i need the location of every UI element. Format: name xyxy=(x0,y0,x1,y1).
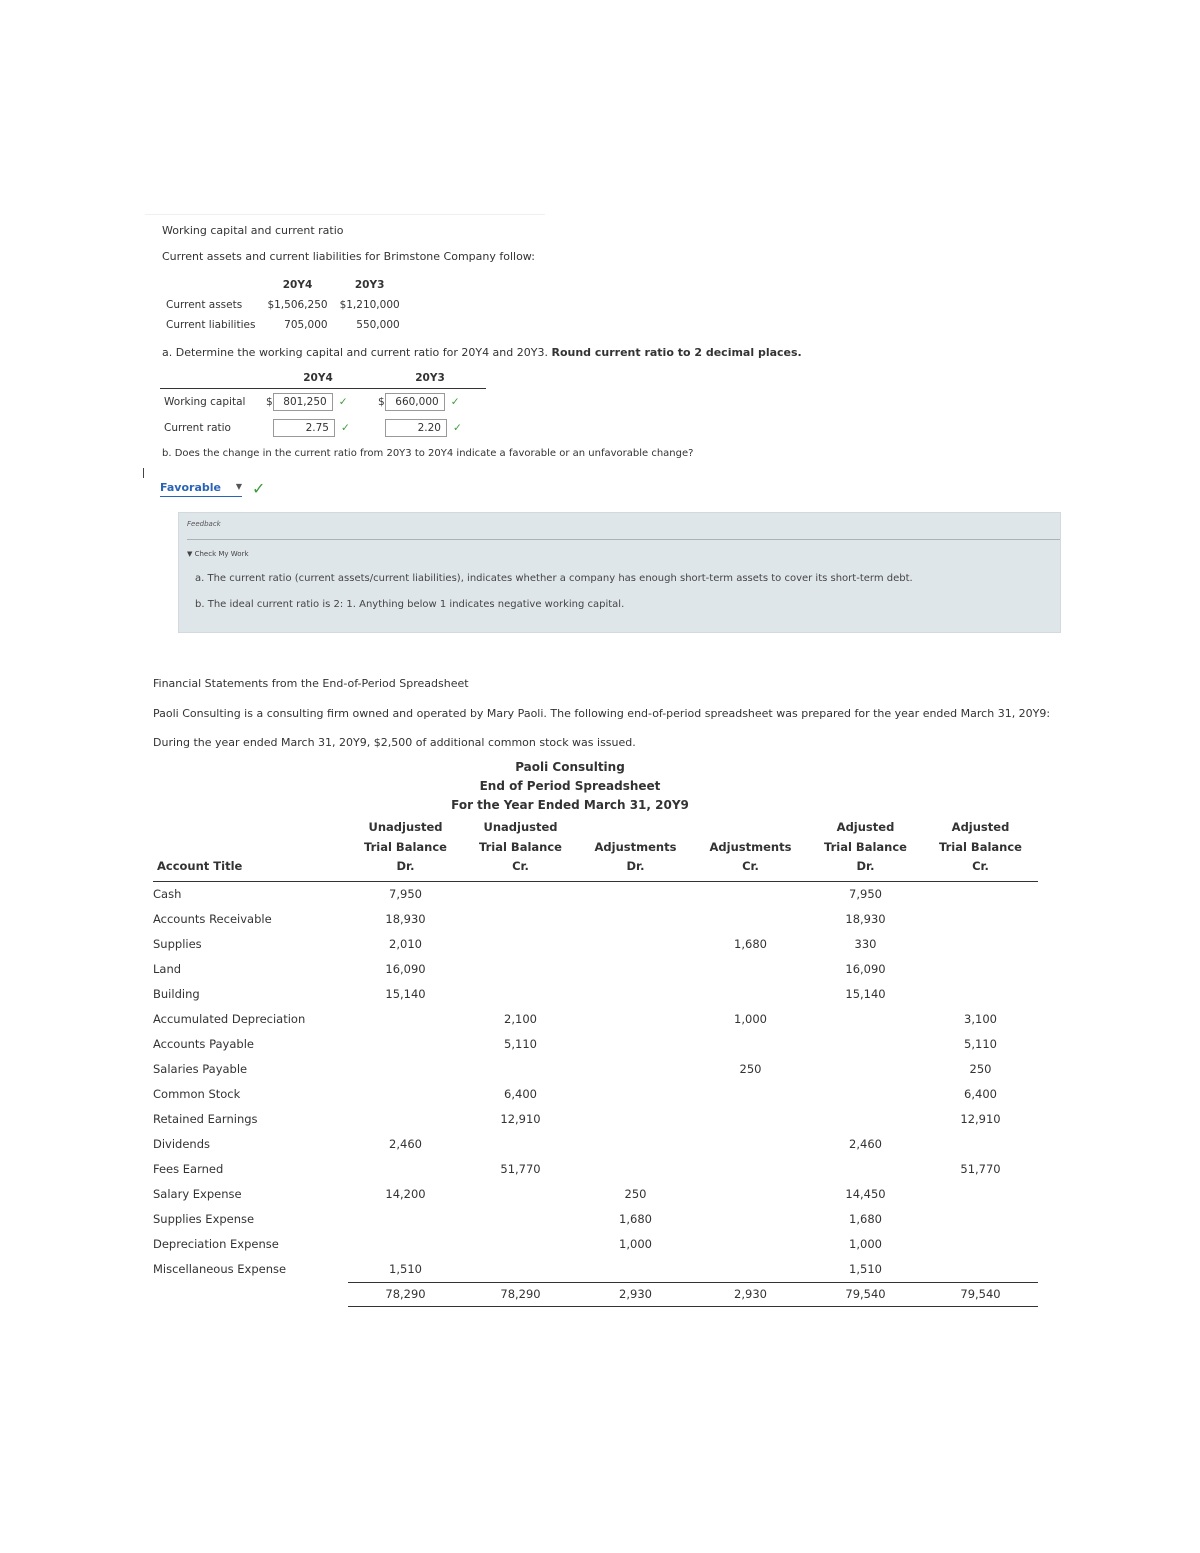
account-title: Land xyxy=(153,962,182,976)
problem1-intro: Current assets and current liabilities for Brimstone Company follow: xyxy=(162,250,535,263)
header-line: Adjustments xyxy=(709,839,792,854)
total-value: 2,930 xyxy=(578,1282,693,1306)
cell-value xyxy=(578,1257,693,1283)
cell-value xyxy=(348,1082,463,1107)
table-row xyxy=(153,1232,1038,1257)
company-name: Paoli Consulting xyxy=(515,760,625,774)
current-assets-table xyxy=(160,275,406,335)
cell-value xyxy=(578,1107,693,1132)
cell-value xyxy=(348,1232,463,1257)
favorable-select[interactable] xyxy=(160,481,242,497)
cell-value xyxy=(693,957,808,982)
header-line: Dr. xyxy=(856,859,875,873)
end-of-period-spreadsheet xyxy=(153,818,1038,1307)
cell-value: 18,930 xyxy=(385,912,426,926)
cell-value xyxy=(348,1157,463,1182)
total-value: 79,540 xyxy=(923,1282,1038,1306)
cell-value: 1,510 xyxy=(389,1262,422,1276)
account-title: Retained Earnings xyxy=(153,1112,258,1126)
header-divider xyxy=(145,214,545,215)
cell-value: 12,910 xyxy=(500,1112,541,1126)
cell-value xyxy=(808,1107,923,1132)
check-my-work-toggle[interactable]: ▼ Check My Work xyxy=(187,550,249,558)
value-20y4: $1,506,250 xyxy=(267,299,328,311)
cell-value xyxy=(578,907,693,932)
cell-value xyxy=(693,1182,808,1207)
part-a-prompt xyxy=(162,346,802,359)
feedback-title: Feedback xyxy=(187,520,221,528)
cell-value xyxy=(348,1107,463,1132)
feedback-line-a: a. The current ratio (current assets/current liabilities), indicates whether a company has enough short-term assets to cover its short-term debt. xyxy=(195,573,913,584)
col-header xyxy=(463,818,578,881)
cell-value: 15,140 xyxy=(845,987,886,1001)
account-title: Dividends xyxy=(153,1137,211,1151)
account-title: Building xyxy=(153,987,200,1001)
cell-value xyxy=(578,1157,693,1182)
cell-value: 1,000 xyxy=(849,1237,882,1251)
cell-value xyxy=(923,1232,1038,1257)
table-row xyxy=(153,1182,1038,1207)
header-line xyxy=(157,818,344,838)
spreadsheet-title: End of Period Spreadsheet xyxy=(479,779,661,793)
part-b-prompt: b. Does the change in the current ratio from 20Y3 to 20Y4 indicate a favorable or an unfavorable change? xyxy=(162,448,694,459)
table-row xyxy=(153,1207,1038,1232)
cell-value: 51,770 xyxy=(500,1162,541,1176)
header-line: Account Title xyxy=(157,859,243,873)
cell-value xyxy=(693,1082,808,1107)
cell-value xyxy=(808,1007,923,1032)
cell-value xyxy=(693,982,808,1007)
header-line: Trial Balance xyxy=(364,839,447,854)
col-header xyxy=(693,818,808,881)
col-20y3: 20Y3 xyxy=(354,279,385,291)
cell-value xyxy=(923,1132,1038,1157)
cell-value: 330 xyxy=(854,937,877,951)
dollar-prefix: $ xyxy=(266,396,273,408)
cell-value xyxy=(693,1257,808,1283)
cell-value xyxy=(348,1007,463,1032)
cell-value: 250 xyxy=(739,1062,762,1076)
header-line: Adjustments xyxy=(594,839,677,854)
feedback-line-b: b. The ideal current ratio is 2: 1. Anything below 1 indicates negative working capital. xyxy=(195,599,625,610)
cell-value xyxy=(578,982,693,1007)
cell-value xyxy=(808,1157,923,1182)
cell-value: 250 xyxy=(624,1187,647,1201)
account-title: Depreciation Expense xyxy=(153,1237,279,1251)
table-row xyxy=(160,315,406,335)
cell-value xyxy=(463,1132,578,1157)
page-margin-marker xyxy=(143,468,144,478)
problem2-title: Financial Statements from the End-of-Period Spreadsheet xyxy=(153,677,469,690)
cell-value xyxy=(348,1057,463,1082)
cell-value: 1,000 xyxy=(619,1237,652,1251)
cell-value xyxy=(923,982,1038,1007)
cell-value: 2,010 xyxy=(389,937,422,951)
cell-value xyxy=(463,1257,578,1283)
cell-value: 1,680 xyxy=(734,937,767,951)
cell-value xyxy=(463,982,578,1007)
cell-value: 6,400 xyxy=(964,1087,997,1101)
cell-value: 7,950 xyxy=(849,887,882,901)
row-label: Current liabilities xyxy=(166,319,256,331)
header-line: Unadjusted xyxy=(483,820,558,834)
feedback-panel xyxy=(178,512,1061,633)
cell-value xyxy=(808,1057,923,1082)
table-row xyxy=(160,295,406,315)
working-capital-table xyxy=(160,368,486,441)
cell-value xyxy=(693,1232,808,1257)
cell-value xyxy=(693,1132,808,1157)
problem1-title: Working capital and current ratio xyxy=(162,224,344,237)
totals-label xyxy=(153,1282,348,1306)
cell-value xyxy=(463,907,578,932)
col-20y4: 20Y4 xyxy=(282,279,313,291)
cell-value xyxy=(693,1032,808,1057)
table-row xyxy=(153,1257,1038,1283)
header-line xyxy=(157,838,344,858)
cell-value: 15,140 xyxy=(385,987,426,1001)
table-row xyxy=(153,982,1038,1007)
cell-value: 14,200 xyxy=(385,1187,426,1201)
value-20y3: 550,000 xyxy=(356,319,400,331)
cell-value: 5,110 xyxy=(504,1037,537,1051)
cell-value xyxy=(808,1032,923,1057)
cell-value: 1,510 xyxy=(849,1262,882,1276)
cell-value: 7,950 xyxy=(389,887,422,901)
account-title: Cash xyxy=(153,887,182,901)
header-line xyxy=(697,818,804,838)
table-row xyxy=(153,1132,1038,1157)
account-title: Salary Expense xyxy=(153,1187,242,1201)
account-title: Supplies Expense xyxy=(153,1212,255,1226)
table-row xyxy=(160,389,486,416)
header-line: Cr. xyxy=(512,859,529,873)
cell-value xyxy=(693,881,808,907)
working-capital-20y4-input[interactable]: 801,250 xyxy=(273,393,333,411)
row-label: Current ratio xyxy=(164,422,231,434)
total-value: 78,290 xyxy=(348,1282,463,1306)
col-header xyxy=(808,818,923,881)
header-line: Cr. xyxy=(742,859,759,873)
cell-value xyxy=(923,1207,1038,1232)
cell-value xyxy=(463,957,578,982)
value-20y4: 705,000 xyxy=(284,319,328,331)
table-row xyxy=(153,1057,1038,1082)
cell-value xyxy=(578,1007,693,1032)
current-ratio-20y4-input[interactable]: 2.75 xyxy=(273,419,335,437)
working-capital-20y3-input[interactable]: 660,000 xyxy=(385,393,445,411)
table-row xyxy=(153,907,1038,932)
cell-value: 16,090 xyxy=(385,962,426,976)
cell-value xyxy=(463,1057,578,1082)
table-row xyxy=(153,957,1038,982)
cell-value xyxy=(463,932,578,957)
cell-value xyxy=(693,1157,808,1182)
header-line: Cr. xyxy=(972,859,989,873)
row-label: Working capital xyxy=(164,396,246,408)
cell-value: 1,000 xyxy=(734,1012,767,1026)
check-icon: ✓ xyxy=(453,422,462,434)
cell-value: 1,680 xyxy=(619,1212,652,1226)
cell-value xyxy=(463,1182,578,1207)
table-row xyxy=(153,881,1038,907)
col-header xyxy=(348,818,463,881)
cell-value xyxy=(578,1132,693,1157)
current-ratio-20y3-input[interactable]: 2.20 xyxy=(385,419,447,437)
cell-value: 3,100 xyxy=(964,1012,997,1026)
value-20y3: $1,210,000 xyxy=(339,299,400,311)
cell-value: 18,930 xyxy=(845,912,886,926)
cell-value: 2,460 xyxy=(389,1137,422,1151)
cell-value xyxy=(578,1032,693,1057)
col-20y4: 20Y4 xyxy=(262,368,374,389)
header-line: Trial Balance xyxy=(824,839,907,854)
cell-value: 250 xyxy=(969,1062,992,1076)
table-row xyxy=(153,932,1038,957)
cell-value xyxy=(923,881,1038,907)
header-line: Trial Balance xyxy=(939,839,1022,854)
col-account-title xyxy=(153,818,348,881)
cell-value xyxy=(463,1207,578,1232)
account-title: Accumulated Depreciation xyxy=(153,1012,306,1026)
cell-value: 16,090 xyxy=(845,962,886,976)
problem2-intro: Paoli Consulting is a consulting firm owned and operated by Mary Paoli. The following end-of-period spreadsheet was prepared for the year ended March 31, 20Y9: xyxy=(153,707,1051,720)
chevron-down-icon: ▼ xyxy=(235,482,242,491)
row-label: Current assets xyxy=(166,299,243,311)
cell-value: 5,110 xyxy=(964,1037,997,1051)
cell-value xyxy=(348,1207,463,1232)
cell-value xyxy=(693,907,808,932)
cell-value xyxy=(923,932,1038,957)
table-row xyxy=(153,1007,1038,1032)
part-a-bold-text: Round current ratio to 2 decimal places. xyxy=(551,346,802,359)
cell-value: 6,400 xyxy=(504,1087,537,1101)
cell-value xyxy=(578,1057,693,1082)
cell-value: 2,460 xyxy=(849,1137,882,1151)
header-line: Trial Balance xyxy=(479,839,562,854)
account-title: Miscellaneous Expense xyxy=(153,1262,287,1277)
part-a-text: a. Determine the working capital and current ratio for 20Y4 and 20Y3. xyxy=(162,346,548,359)
total-value: 78,290 xyxy=(463,1282,578,1306)
header-line: Adjusted xyxy=(836,820,895,834)
cell-value xyxy=(578,957,693,982)
account-title: Accounts Receivable xyxy=(153,912,272,926)
cell-value: 1,680 xyxy=(849,1212,882,1226)
header-line: Adjusted xyxy=(951,820,1010,834)
select-value: Favorable xyxy=(160,481,221,494)
spreadsheet-period: For the Year Ended March 31, 20Y9 xyxy=(451,798,689,812)
total-value: 2,930 xyxy=(693,1282,808,1306)
col-20y3: 20Y3 xyxy=(374,368,486,389)
cell-value xyxy=(463,1232,578,1257)
cell-value xyxy=(923,1182,1038,1207)
problem2-note: During the year ended March 31, 20Y9, $2,500 of additional common stock was issued. xyxy=(153,736,636,749)
cell-value xyxy=(693,1107,808,1132)
check-icon: ✓ xyxy=(341,422,350,434)
header-line: Dr. xyxy=(396,859,415,873)
cell-value: 14,450 xyxy=(845,1187,886,1201)
cell-value: 51,770 xyxy=(960,1162,1001,1176)
table-row xyxy=(153,1157,1038,1182)
cell-value xyxy=(578,881,693,907)
table-row xyxy=(160,415,486,441)
feedback-divider xyxy=(187,539,1060,540)
cell-value xyxy=(693,1207,808,1232)
totals-row xyxy=(153,1282,1038,1306)
account-title: Common Stock xyxy=(153,1087,241,1101)
table-row xyxy=(153,1032,1038,1057)
col-header xyxy=(923,818,1038,881)
account-title: Supplies xyxy=(153,937,202,951)
table-row xyxy=(153,1107,1038,1132)
header-line: Dr. xyxy=(626,859,645,873)
cell-value xyxy=(348,1032,463,1057)
cell-value: 12,910 xyxy=(960,1112,1001,1126)
dollar-prefix: $ xyxy=(378,396,385,408)
header-line xyxy=(582,818,689,838)
cell-value: 2,100 xyxy=(504,1012,537,1026)
cell-value xyxy=(923,907,1038,932)
cell-value xyxy=(578,1082,693,1107)
check-icon: ✓ xyxy=(252,479,266,498)
cell-value xyxy=(578,932,693,957)
header-line: Unadjusted xyxy=(368,820,443,834)
check-icon: ✓ xyxy=(338,396,348,408)
cell-value xyxy=(923,957,1038,982)
col-header xyxy=(578,818,693,881)
cell-value xyxy=(923,1257,1038,1283)
account-title: Salaries Payable xyxy=(153,1062,248,1076)
account-title: Accounts Payable xyxy=(153,1037,254,1051)
cell-value xyxy=(463,881,578,907)
check-icon: ✓ xyxy=(450,396,460,408)
account-title: Fees Earned xyxy=(153,1162,224,1176)
cell-value xyxy=(808,1082,923,1107)
total-value: 79,540 xyxy=(808,1282,923,1306)
table-row xyxy=(153,1082,1038,1107)
